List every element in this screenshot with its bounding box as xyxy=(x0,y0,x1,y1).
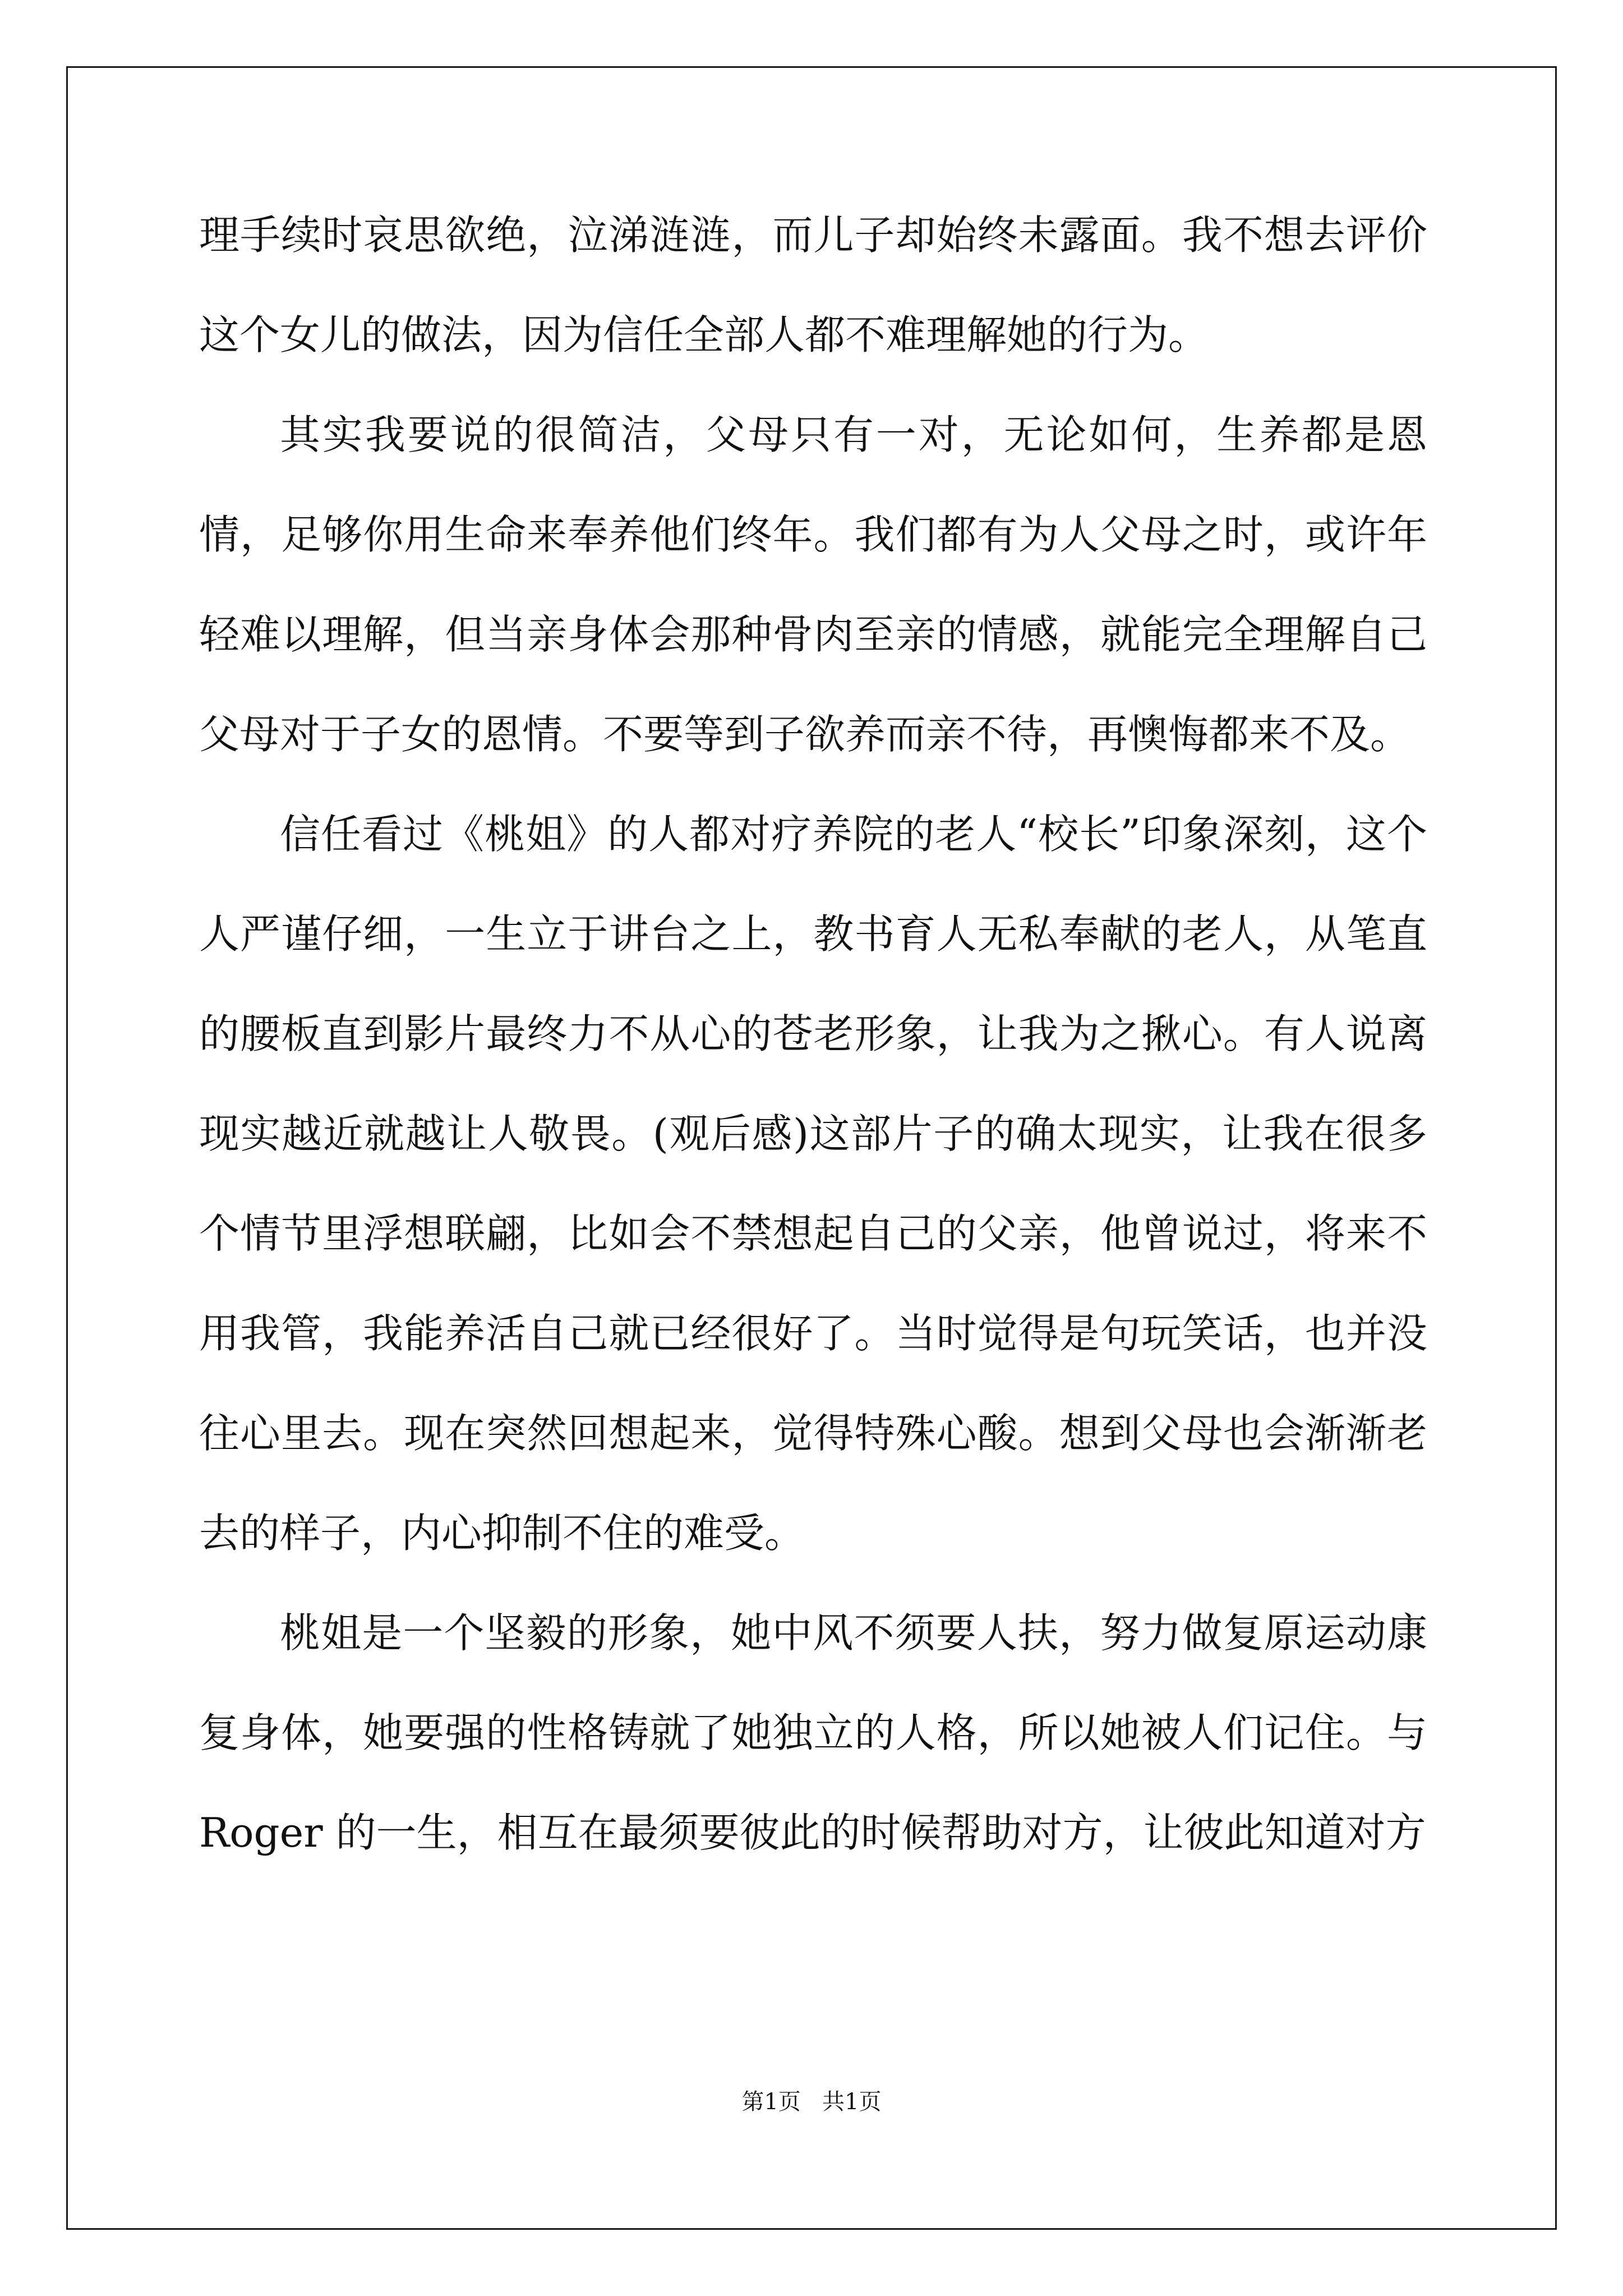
paragraph-4: 桃姐是一个坚毅的形象，她中风不须要人扶，努力做复原运动康复身体，她要强的性格铸就了她独立的人格，所以她被人们记住。与Roger 的一生，相互在最须要彼此的时候帮助对方，让彼此知道对方 xyxy=(199,1609,1427,1856)
document-body xyxy=(199,185,1427,1883)
paragraph-3: 信任看过《桃姐》的人都对疗养院的老人“校长”印象深刻，这个人严谨仔细，一生立于讲台之上，教书育人无私奉献的老人，从笔直的腰板直到影片最终力不从心的苍老形象，让我为之揪心。有人说离现实越近就越让人敬畏。(观后感)这部片子的确太现实，让我在很多个情节里浮想联翩，比如会不禁想起自己的父亲，他曾说过，将来不用我管，我能养活自己就已经很好了。当时觉得是句玩笑话，也并没往心里去。现在突然回想起来，觉得特殊心酸。想到父母也会渐渐老去的样子，内心抑制不住的难受。 xyxy=(199,811,1427,1557)
paragraph-1: 理手续时哀思欲绝，泣涕涟涟，而儿子却始终未露面。我不想去评价这个女儿的做法，因为信任全部人都不难理解她的行为。 xyxy=(199,211,1427,358)
paragraph-2: 其实我要说的很简洁，父母只有一对，无论如何，生养都是恩情，足够你用生命来奉养他们终年。我们都有为人父母之时，或许年轻难以理解，但当亲身体会那种骨肉至亲的情感，就能完全理解自己父母对于子女的恩情。不要等到子欲养而亲不待，再懊悔都来不及。 xyxy=(199,411,1427,758)
page-footer: 第1页 共1页 xyxy=(741,2089,882,2115)
